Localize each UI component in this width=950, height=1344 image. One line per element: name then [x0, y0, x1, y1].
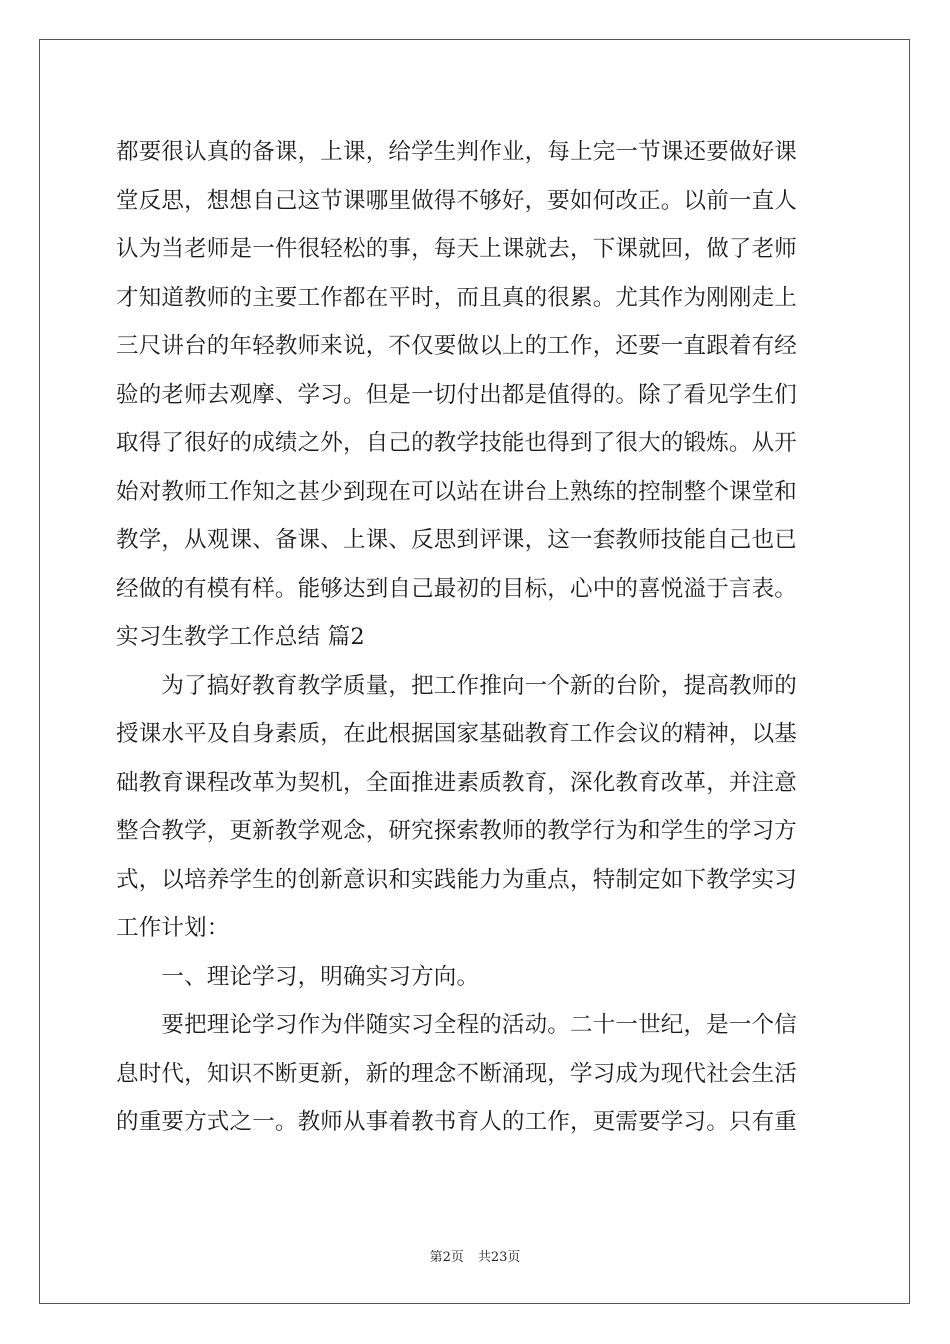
text-line: 堂反思，想想自己这节课哪里做得不够好，要如何改正。以前一直人: [116, 187, 798, 214]
text-line: 教学，从观课、备课、上课、反思到评课，这一套教师技能自己也已: [116, 527, 798, 553]
text-line: 息时代，知识不断更新，新的理念不断涌现，学习成为现代社会生活: [116, 1060, 798, 1087]
subsection-heading: 一、理论学习，明确实习方向。: [116, 963, 480, 990]
text-line: 整合教学，更新教学观念，研究探索教师的教学行为和学生的学习方: [116, 818, 798, 844]
text-line: 要把理论学习作为伴随实习全程的活动。二十一世纪，是一个信: [116, 1012, 798, 1038]
text-line: 经做的有模有样。能够达到自己最初的目标，心中的喜悦溢于言表。: [116, 575, 798, 602]
page-total: 共23页: [477, 1250, 521, 1265]
document-body: [116, 128, 836, 1147]
section-heading: 实习生教学工作总结 篇2: [116, 624, 365, 650]
text-line: 才知道教师的主要工作都在平时，而且真的很累。尤其作为刚刚走上: [116, 284, 798, 311]
text-line: 都要很认真的备课，上课，给学生判作业，每上完一节课还要做好课: [116, 139, 798, 165]
text-line: 授课水平及自身素质，在此根据国家基础教育工作会议的精神，以基: [116, 721, 798, 747]
text-line: 为了搞好教育教学质量，把工作推向一个新的台阶，提高教师的: [116, 672, 798, 699]
page-number: 第2页: [429, 1250, 464, 1265]
text-line: 始对教师工作知之甚少到现在可以站在讲台上熟练的控制整个课堂和: [116, 478, 798, 505]
text-line: 验的老师去观摩、学习。但是一切付出都是值得的。除了看见学生们: [116, 381, 798, 408]
text-line: 式，以培养学生的创新意识和实践能力为重点，特制定如下教学实习: [116, 866, 798, 893]
text-line: 取得了很好的成绩之外，自己的教学技能也得到了很大的锻炼。从开: [116, 430, 798, 456]
text-line: 础教育课程改革为契机，全面推进素质教育，深化教育改革，并注意: [116, 769, 798, 796]
text-line: 工作计划：: [116, 915, 230, 941]
page-footer: [0, 1246, 950, 1265]
text-line: 的重要方式之一。教师从事着教书育人的工作，更需要学习。只有重: [116, 1109, 798, 1135]
text-line: 认为当老师是一件很轻松的事，每天上课就去，下课就回，做了老师: [116, 236, 798, 262]
text-line: 三尺讲台的年轻教师来说，不仅要做以上的工作，还要一直跟着有经: [116, 333, 798, 359]
